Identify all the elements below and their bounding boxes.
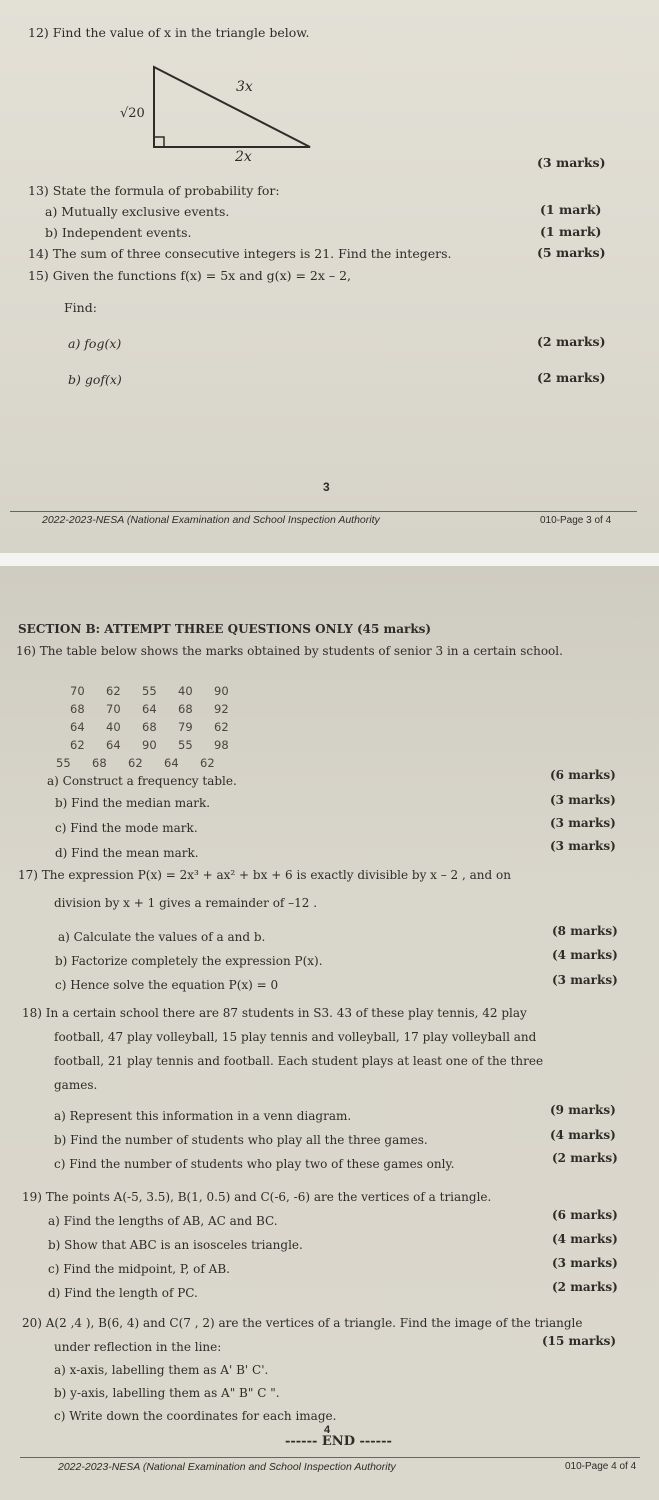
mark-value: 62: [70, 738, 85, 752]
q18-a-marks: (9 marks): [550, 1103, 616, 1117]
q19-c-marks: (3 marks): [552, 1256, 618, 1270]
q16-b: b) Find the median mark.: [55, 796, 211, 810]
footer-rule: [20, 1457, 640, 1458]
q20-b: b) y-axis, labelling them as A" B" C ".: [54, 1386, 280, 1400]
q19-d-marks: (2 marks): [552, 1280, 618, 1294]
mark-value: 40: [106, 720, 121, 734]
mark-value: 64: [164, 756, 179, 770]
q12-marks: (3 marks): [537, 155, 606, 170]
mark-value: 68: [178, 702, 193, 716]
footer-left: 2022-2023-NESA (National Examination and School Inspection Authority: [42, 514, 380, 526]
section-b-title: SECTION B: ATTEMPT THREE QUESTIONS ONLY (45 marks): [18, 622, 432, 636]
mark-value: 68: [142, 720, 157, 734]
q13-a-marks: (1 mark): [540, 202, 602, 217]
mark-value: 62: [200, 756, 215, 770]
q16-b-marks: (3 marks): [550, 793, 616, 807]
question-12: 12) Find the value of x in the triangle below.: [28, 25, 310, 40]
mark-value: 68: [70, 702, 85, 716]
q16-a-marks: (6 marks): [550, 768, 616, 782]
mark-value: 90: [214, 684, 229, 698]
question-13: 13) State the formula of probability for:: [28, 183, 280, 198]
q17-b: b) Factorize completely the expression P(x).: [55, 954, 323, 968]
mark-value: 64: [106, 738, 121, 752]
mark-value: 55: [56, 756, 71, 770]
footer-right: 010-Page 3 of 4: [540, 515, 612, 526]
q17-a-marks: (8 marks): [552, 924, 618, 938]
q19-a: a) Find the lengths of AB, AC and BC.: [48, 1214, 278, 1228]
q18-line2: football, 47 play volleyball, 15 play tennis and volleyball, 17 play volleyball and: [54, 1030, 537, 1044]
q17-line2: division by x + 1 gives a remainder of –12 .: [54, 896, 318, 910]
q14-marks: (5 marks): [537, 245, 606, 260]
right-angle-marker: [154, 137, 164, 147]
question-19: 19) The points A(-5, 3.5), B(1, 0.5) and C(-6, -6) are the vertices of a triangle.: [22, 1190, 492, 1204]
q18-c-marks: (2 marks): [552, 1151, 618, 1165]
question-16: 16) The table below shows the marks obtained by students of senior 3 in a certain school.: [16, 644, 563, 658]
q13-b-marks: (1 mark): [540, 224, 602, 239]
exam-page-4: [0, 566, 659, 1500]
q18-c: c) Find the number of students who play two of these games only.: [54, 1157, 455, 1171]
mark-value: 55: [142, 684, 157, 698]
mark-value: 79: [178, 720, 193, 734]
q20-c: c) Write down the coordinates for each image.: [54, 1409, 337, 1423]
q19-d: d) Find the length of PC.: [48, 1286, 198, 1300]
page-number-3: 3: [323, 480, 330, 494]
mark-value: 92: [214, 702, 229, 716]
mark-value: 40: [178, 684, 193, 698]
footer-right: 010-Page 4 of 4: [565, 1461, 637, 1472]
q15-a: a) fog(x): [68, 336, 122, 351]
mark-value: 64: [142, 702, 157, 716]
q20-a: a) x-axis, labelling them as A' B' C'.: [54, 1363, 269, 1377]
mark-value: 62: [106, 684, 121, 698]
q20-marks: (15 marks): [542, 1334, 617, 1348]
q20-line2: under reflection in the line:: [54, 1340, 222, 1354]
q19-b: b) Show that ABC is an isosceles triangle.: [48, 1238, 303, 1252]
q15-b: b) gof(x): [68, 372, 122, 387]
q15-b-marks: (2 marks): [537, 370, 606, 385]
question-15: 15) Given the functions f(x) = 5x and g(x) = 2x – 2,: [28, 268, 352, 283]
q16-d: d) Find the mean mark.: [55, 846, 199, 860]
q19-a-marks: (6 marks): [552, 1208, 618, 1222]
q15-find: Find:: [64, 300, 97, 315]
q13-a: a) Mutually exclusive events.: [45, 204, 230, 219]
mark-value: 98: [214, 738, 229, 752]
q18-b-marks: (4 marks): [550, 1128, 616, 1142]
exam-page-3: [0, 0, 659, 553]
footer-rule: [10, 511, 637, 512]
mark-value: 62: [214, 720, 229, 734]
q17-b-marks: (4 marks): [552, 948, 618, 962]
base-label: 2x: [235, 149, 252, 165]
q13-b: b) Independent events.: [45, 225, 192, 240]
q18-line3: football, 21 play tennis and football. Each student plays at least one of the three: [54, 1054, 544, 1068]
page-separator: [0, 553, 659, 566]
question-14: 14) The sum of three consecutive integers is 21. Find the integers.: [28, 246, 452, 261]
q19-c: c) Find the midpoint, P, of AB.: [48, 1262, 230, 1276]
side-label: √20: [120, 106, 145, 121]
q17-a: a) Calculate the values of a and b.: [58, 930, 266, 944]
question-18: 18) In a certain school there are 87 students in S3. 43 of these play tennis, 42 play: [22, 1006, 527, 1020]
mark-value: 70: [106, 702, 121, 716]
mark-value: 70: [70, 684, 85, 698]
end-marker: ------ END ------: [285, 1434, 392, 1449]
q17-c: c) Hence solve the equation P(x) = 0: [55, 978, 279, 992]
footer-left: 2022-2023-NESA (National Examination and School Inspection Authority: [58, 1461, 396, 1473]
mark-value: 90: [142, 738, 157, 752]
q16-d-marks: (3 marks): [550, 839, 616, 853]
q16-c-marks: (3 marks): [550, 816, 616, 830]
q18-line4: games.: [54, 1078, 98, 1092]
q18-a: a) Represent this information in a venn diagram.: [54, 1109, 352, 1123]
q16-a: a) Construct a frequency table.: [47, 774, 237, 788]
q15-a-marks: (2 marks): [537, 334, 606, 349]
mark-value: 68: [92, 756, 107, 770]
q17-c-marks: (3 marks): [552, 973, 618, 987]
question-17: 17) The expression P(x) = 2x³ + ax² + bx + 6 is exactly divisible by x – 2 , and on: [18, 868, 511, 882]
q19-b-marks: (4 marks): [552, 1232, 618, 1246]
mark-value: 64: [70, 720, 85, 734]
mark-value: 62: [128, 756, 143, 770]
hypotenuse-label: 3x: [236, 79, 253, 95]
q16-c: c) Find the mode mark.: [55, 821, 198, 835]
question-20: 20) A(2 ,4 ), B(6, 4) and C(7 , 2) are the vertices of a triangle. Find the image of the triangle: [22, 1316, 583, 1330]
mark-value: 55: [178, 738, 193, 752]
q18-b: b) Find the number of students who play all the three games.: [54, 1133, 428, 1147]
page-number-4: 4: [324, 1424, 331, 1436]
